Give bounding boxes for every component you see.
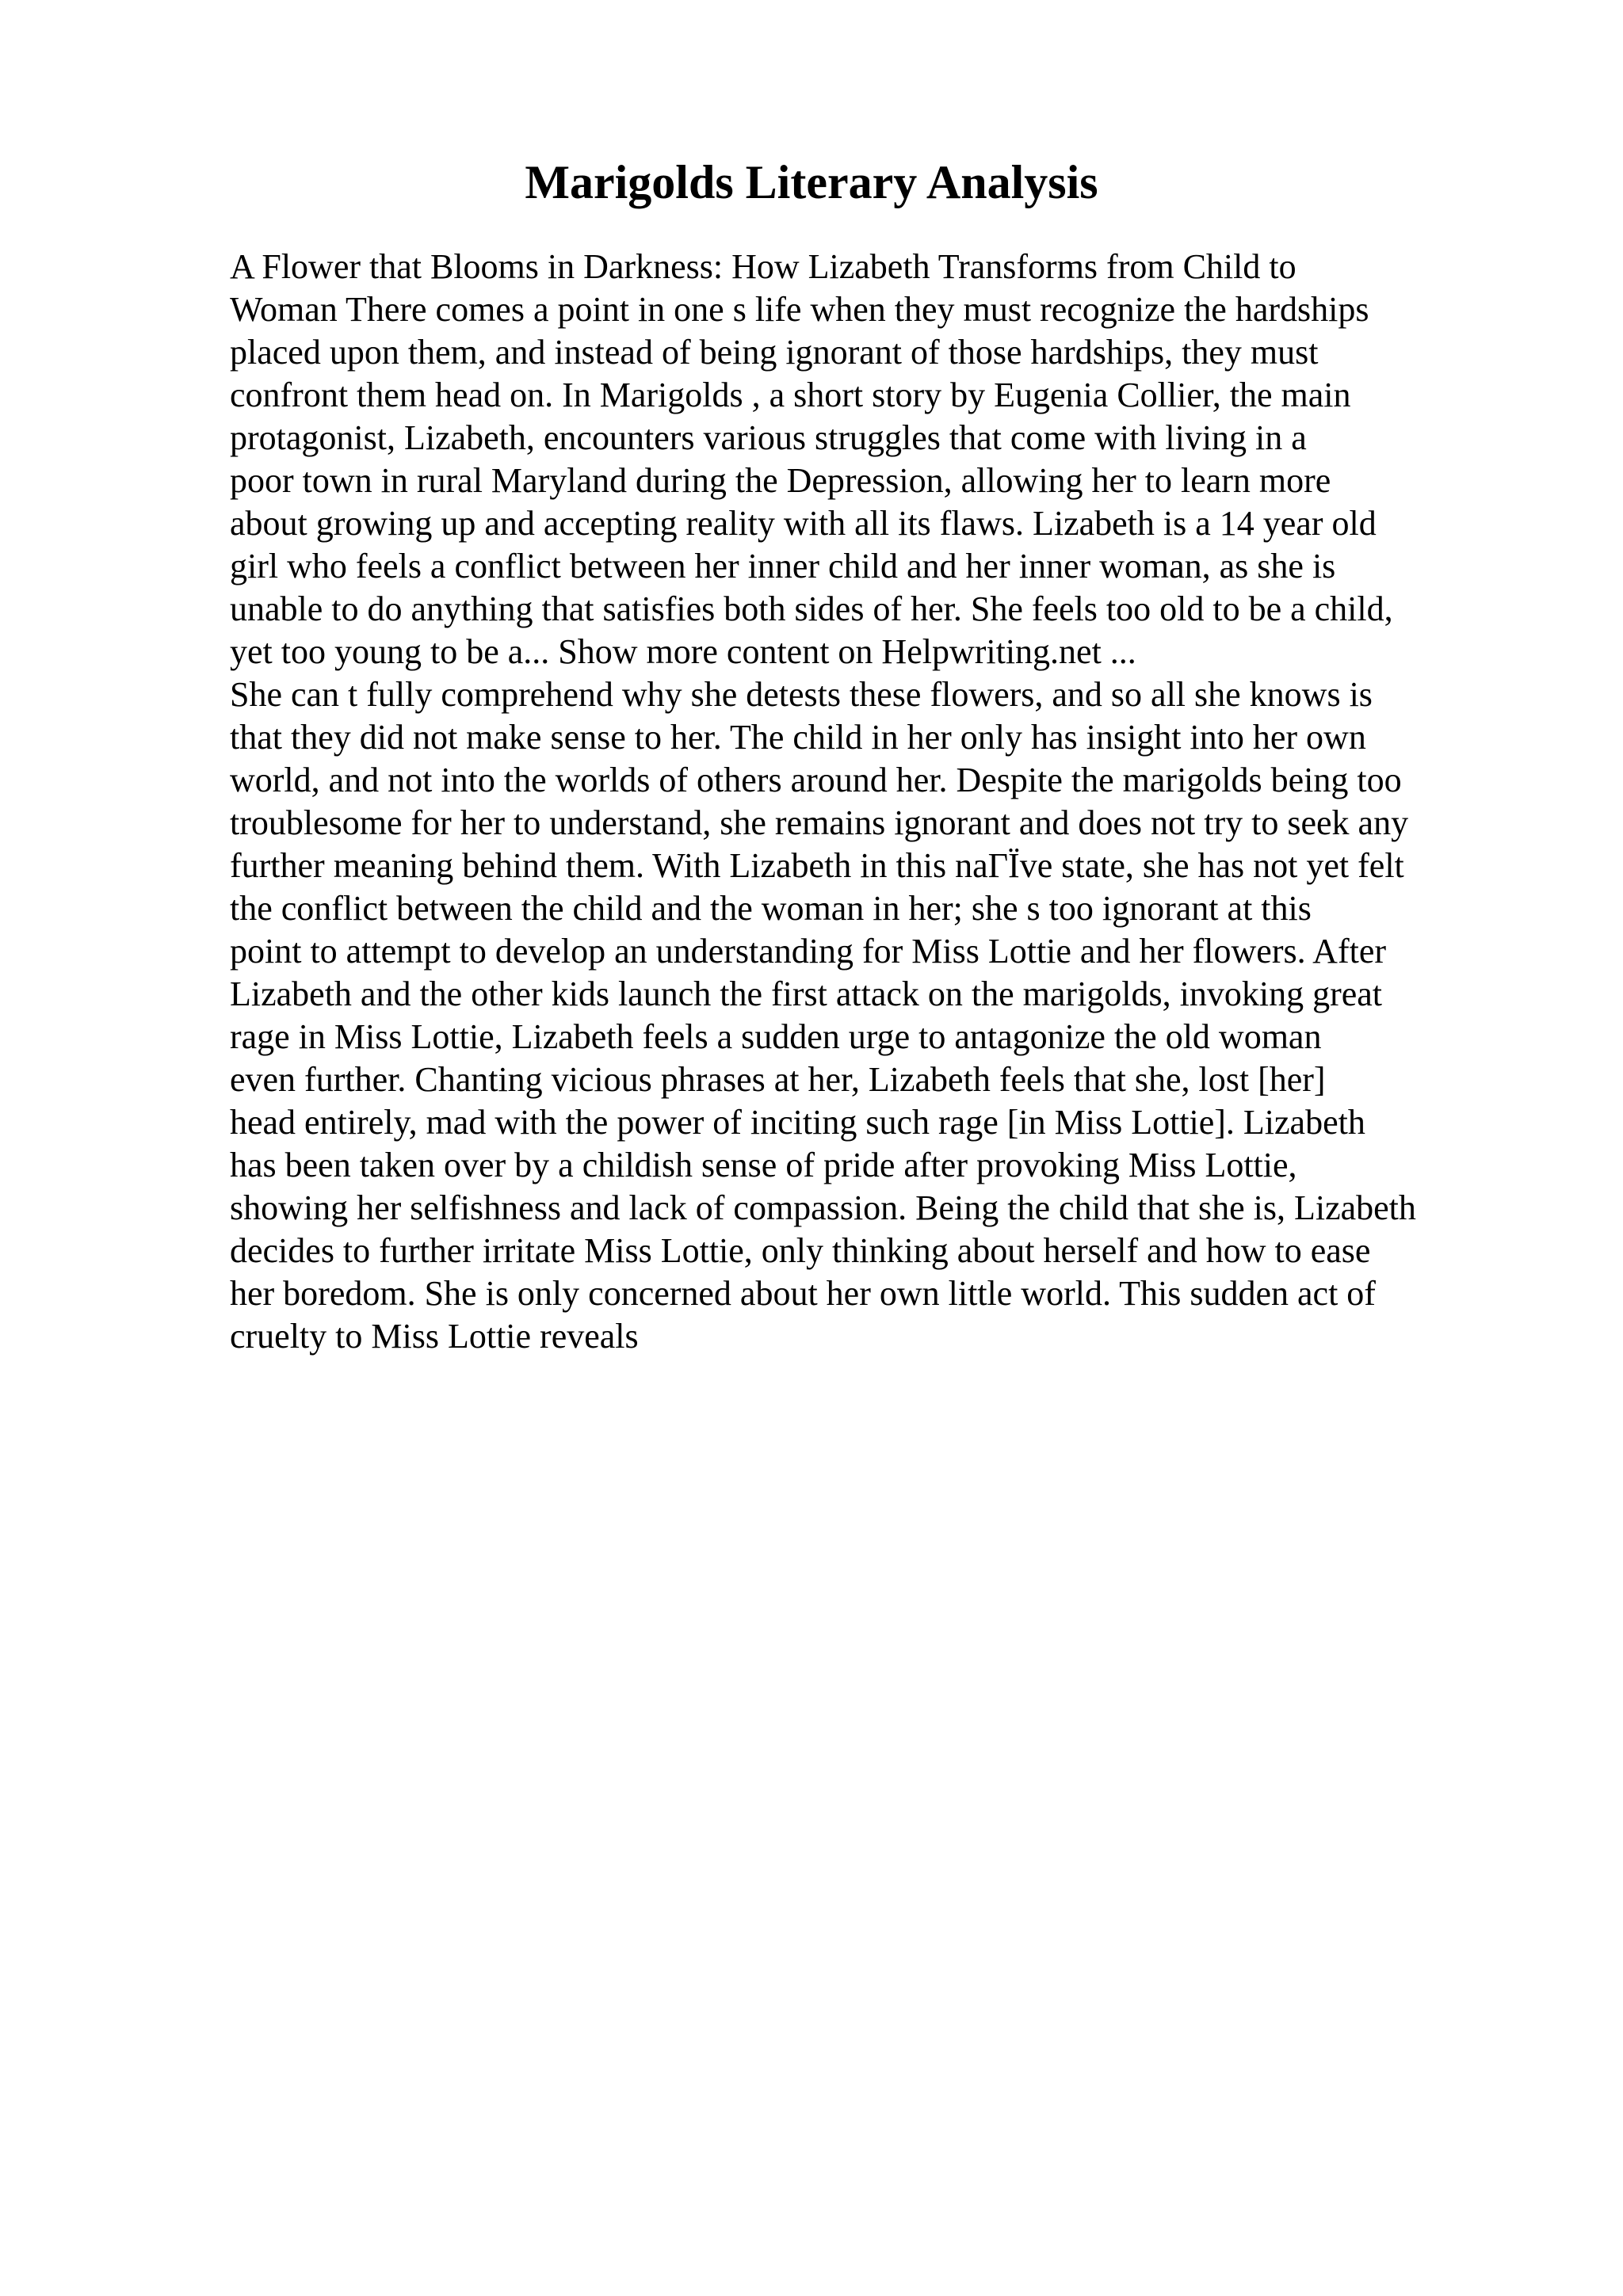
body-line: that they did not make sense to her. The child in her only has insight into her own [230, 718, 1366, 757]
body-line: point to attempt to develop an understanding for Miss Lottie and her flowers. After [230, 932, 1387, 971]
body-line: head entirely, mad with the power of inciting such rage [in Miss Lottie]. Lizabeth [230, 1103, 1365, 1142]
body-line: even further. Chanting vicious phrases at her, Lizabeth feels that she, lost [her] [230, 1060, 1326, 1099]
body-line: poor town in rural Maryland during the Depression, allowing her to learn more [230, 461, 1331, 500]
body-line: unable to do anything that satisfies both sides of her. She feels too old to be a child, [230, 589, 1393, 628]
document-title: Marigolds Literary Analysis [525, 156, 1098, 208]
body-line: cruelty to Miss Lottie reveals [230, 1317, 639, 1356]
body-line: further meaning behind them. With Lizabeth in this naΓЇve state, she has not yet felt [230, 846, 1404, 885]
body-line: Woman There comes a point in one s life when they must recognize the hardships [230, 290, 1369, 329]
body-line: showing her selfishness and lack of compassion. Being the child that she is, Lizabeth [230, 1188, 1416, 1227]
document-body [230, 246, 1514, 1358]
body-line: has been taken over by a childish sense of pride after provoking Miss Lottie, [230, 1146, 1297, 1184]
body-line: yet too young to be a... Show more content on Helpwriting.net ... [230, 632, 1136, 671]
body-line: troublesome for her to understand, she remains ignorant and does not try to seek any [230, 803, 1409, 842]
body-line: the conflict between the child and the woman in her; she s too ignorant at this [230, 889, 1312, 928]
body-line: girl who feels a conflict between her inner child and her inner woman, as she is [230, 547, 1336, 585]
body-line: her boredom. She is only concerned about her own little world. This sudden act of [230, 1274, 1376, 1313]
body-line: protagonist, Lizabeth, encounters various struggles that come with living in a [230, 418, 1307, 457]
body-line: A Flower that Blooms in Darkness: How Lizabeth Transforms from Child to [230, 247, 1296, 286]
body-line: Lizabeth and the other kids launch the first attack on the marigolds, invoking great [230, 974, 1383, 1013]
body-line: world, and not into the worlds of others around her. Despite the marigolds being too [230, 761, 1402, 799]
body-line: She can t fully comprehend why she detests these flowers, and so all she knows is [230, 675, 1373, 714]
body-line: confront them head on. In Marigolds , a short story by Eugenia Collier, the main [230, 376, 1351, 414]
body-line: about growing up and accepting reality with all its flaws. Lizabeth is a 14 year old [230, 504, 1377, 543]
body-line: decides to further irritate Miss Lottie, only thinking about herself and how to ease [230, 1231, 1371, 1270]
body-line: placed upon them, and instead of being ignorant of those hardships, they must [230, 333, 1319, 372]
body-line: rage in Miss Lottie, Lizabeth feels a sudden urge to antagonize the old woman [230, 1017, 1322, 1056]
